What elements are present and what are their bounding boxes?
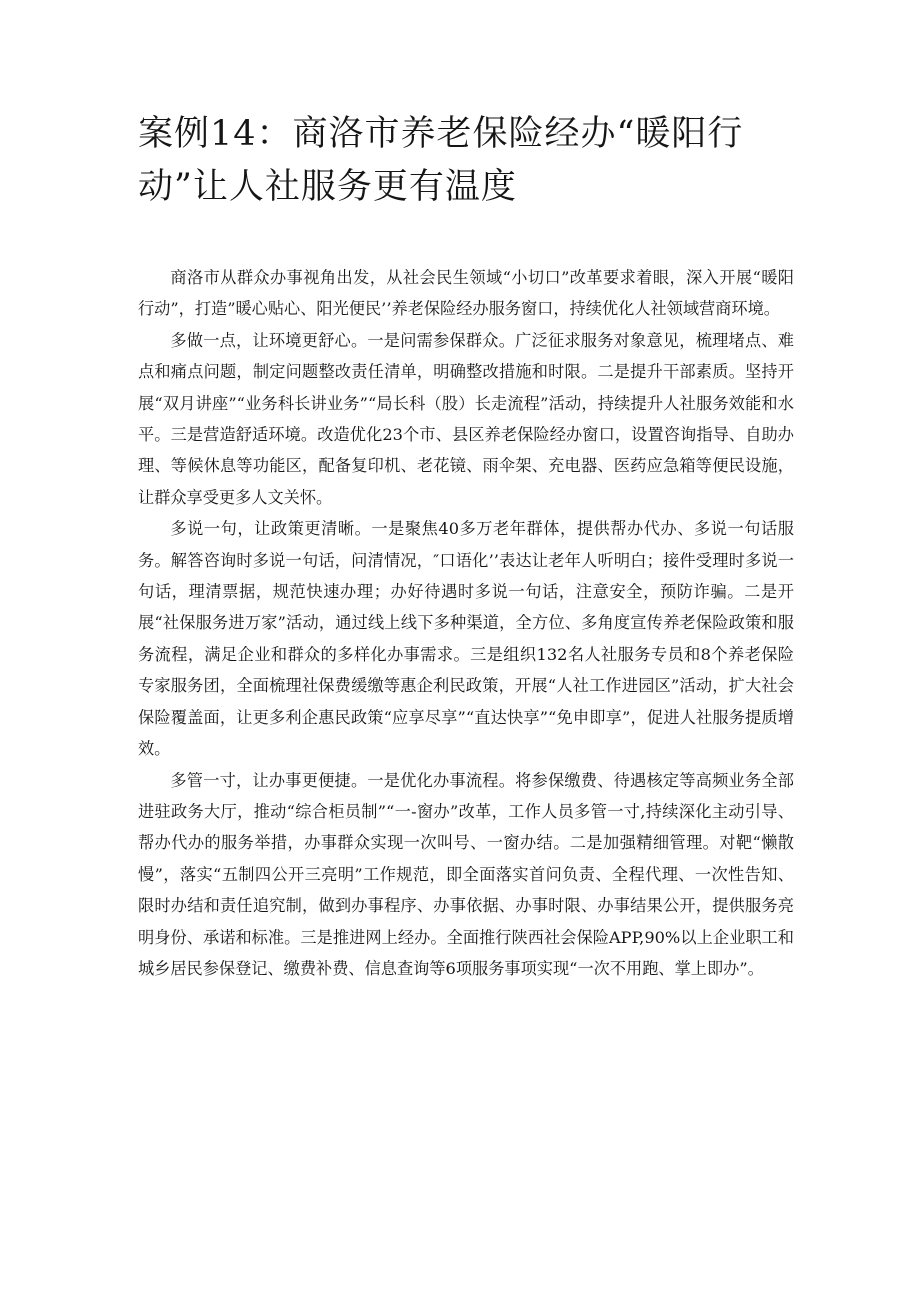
paragraph-policy: 多说一句，让政策更清晰。一是聚焦40多万老年群体，提供帮办代办、多说一句话服务。解答咨询时多说一句话，问清情况，″口语化’’表达让老年人听明白；接件受理时多说一句话，理清票据，规范快速办理；办好待遇时多说一句话，注意安全，预防诈骗。二是开展“社保服务进万家”活动，通过线上线下多种渠道，全方位、多角度宣传养老保险政策和服务流程，满足企业和群众的多样化办事需求。三是组织132名人社服务专员和8个养老保险专家服务团，全面梳理社保费缓缴等惠企利民政策，开展“人社工作进园区”活动，扩大社会保险覆盖面，让更多利企惠民政策“应享尽享”“直达快享”“免申即享”，促进人社服务提质增效。 [138,519,794,759]
document-body [138,262,794,984]
paragraph-environment: 多做一点，让环境更舒心。一是问需参保群众。广泛征求服务对象意见，梳理堵点、难点和痛点问题，制定问题整改责任清单，明确整改措施和时限。二是提升干部素质。坚持开展“双月讲座”“业务科长讲业务”“局长科（股）长走流程”活动，持续提升人社服务效能和水平。三是营造舒适环境。改造优化23个市、县区养老保险经办窗口，设置咨询指导、自助办理、等候休息等功能区，配备复印机、老花镜、雨伞架、充电器、医药应急箱等便民设施，让群众享受更多人文关怀。 [138,330,794,507]
paragraph-intro: 商洛市从群众办事视角出发，从社会民生领域“小切口”改革要求着眼，深入开展“暖阳行动”，打造”暖心贴心、阳光便民’’养老保险经办服务窗口，持续优化人社领域营商环境。 [138,268,794,319]
paragraph-convenience: 多管一寸，让办事更便捷。一是优化办事流程。将参保缴费、待遇核定等高频业务全部进驻政务大厅，推动“综合柜员制”“一-窗办”改革，工作人员多管一寸,持续深化主动引导、帮办代办的服务举措，办事群众实现一次叫号、一窗办结。二是加强精细管理。对靶“懒散慢”，落实“五制四公开三亮明”工作规范，即全面落实首问负责、全程代理、一次性告知、限时办结和责任追究制，做到办事程序、办事依据、办事时限、办事结果公开，提供服务亮明身份、承诺和标准。三是推进网上经办。全面推行陕西社会保险APP,90%以上企业职工和城乡居民参保登记、缴费补费、信息查询等6项服务事项实现“一次不用跑、掌上即办”。 [138,770,794,978]
document-title: 案例14：商洛市养老保险经办“暖阳行动”让人社服务更有温度 [138,114,744,207]
